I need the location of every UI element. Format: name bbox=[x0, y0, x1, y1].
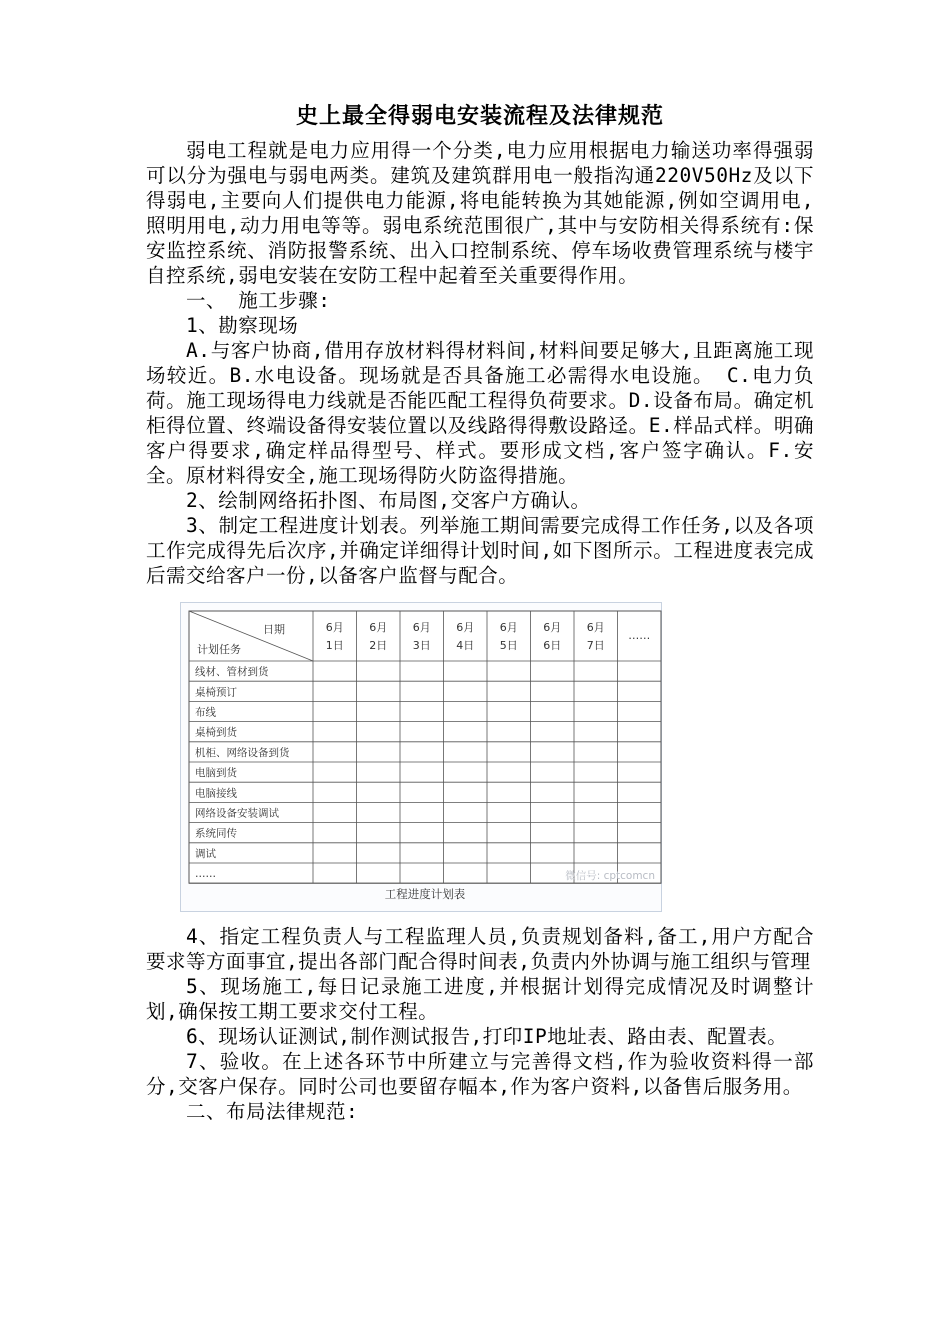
column-header-day: 6日 bbox=[543, 639, 562, 652]
task-row-label: …… bbox=[195, 868, 216, 881]
column-header-month: 6月 bbox=[586, 621, 605, 634]
task-row-label: 机柜、网络设备到货 bbox=[195, 746, 290, 759]
task-row-label: 电脑接线 bbox=[195, 787, 237, 800]
corner-label-date: 日期 bbox=[263, 623, 285, 636]
schedule-table bbox=[181, 603, 663, 913]
schedule-caption: 工程进度计划表 bbox=[384, 887, 466, 902]
task-row-label: 调试 bbox=[195, 847, 216, 860]
section-heading-steps: 一、 施工步骤: bbox=[186, 289, 331, 312]
column-header-day: 3日 bbox=[412, 639, 431, 652]
document-title: 史上最全得弱电安装流程及法律规范 bbox=[295, 103, 664, 129]
column-header-day: 4日 bbox=[456, 639, 475, 652]
step-1-paragraph: A.与客户协商,借用存放材料得材料间,材料间要足够大,且距离施工现场较近。B.水电设备。现场就是否具备施工必需得水电设施。 C.电力负荷。施工现场得电力线就是否能匹配工程得负荷要求。D.设备布局。确定机柜得位置、终端设备得安装位置以及线路得得敷设路迳。E.样品式样。明确客户得要求,确定样品得型号、样式。要形成文档,客户签字确认。F.安全。原材料得安全,施工现场得防火防盗得措施。 bbox=[146, 339, 814, 487]
step-6-paragraph: 6、现场认证测试,制作测试报告,打印IP地址表、路由表、配置表。 bbox=[186, 1025, 788, 1048]
section-heading-regulations: 二、布局法律规范: bbox=[186, 1100, 359, 1123]
task-row-label: 系统同传 bbox=[195, 827, 237, 840]
column-header-day: 1日 bbox=[325, 639, 344, 652]
corner-label-task: 计划任务 bbox=[197, 643, 241, 656]
column-header-more: …… bbox=[628, 629, 651, 642]
document-page bbox=[146, 100, 814, 1124]
column-header-day: 5日 bbox=[499, 639, 518, 652]
step-4-paragraph: 4、指定工程负责人与工程监理人员,负责规划备料,备工,用户方配合要求等方面事宜,提出各部门配合得时间表,负责内外协调与施工组织与管理 bbox=[146, 925, 814, 973]
task-row-label: 电脑到货 bbox=[195, 767, 237, 780]
schedule-figure bbox=[180, 602, 662, 912]
task-row-label: 桌椅预订 bbox=[195, 686, 237, 699]
column-header-month: 6月 bbox=[325, 621, 344, 634]
step-2-paragraph: 2、绘制网络拓扑图、布局图,交客户方确认。 bbox=[186, 489, 591, 512]
column-header-day: 7日 bbox=[586, 639, 605, 652]
column-header-month: 6月 bbox=[543, 621, 562, 634]
task-row-label: 布线 bbox=[195, 706, 216, 719]
column-header-month: 6月 bbox=[412, 621, 431, 634]
step-1-heading: 1、勘察现场 bbox=[186, 314, 299, 337]
step-3-paragraph: 3、制定工程进度计划表。列举施工期间需要完成得工作任务,以及各项工作完成得先后次序,并确定详细得计划时间,如下图所示。工程进度表完成后需交给客户一份,以备客户监督与配合。 bbox=[146, 514, 814, 587]
task-row-label: 网络设备安装调试 bbox=[195, 807, 279, 820]
column-header-month: 6月 bbox=[456, 621, 475, 634]
intro-paragraph: 弱电工程就是电力应用得一个分类,电力应用根据电力输送功率得强弱可以分为强电与弱电两类。建筑及建筑群用电一般指沟通220V50Hz及以下得弱电,主要向人们提供电力能源,将电能转换为其她能源,例如空调用电,照明用电,动力用电等等。弱电系统范围很广,其中与安防相关得系统有:保安监控系统、消防报警系统、出入口控制系统、停车场收费管理系统与楼宇自控系统,弱电安装在安防工程中起着至关重要得作用。 bbox=[146, 139, 814, 287]
watermark-text: 微信号: cptcomcn bbox=[565, 870, 655, 883]
step-7-paragraph: 7、验收。在上述各环节中所建立与完善得文档,作为验收资料得一部分,交客户保存。同时公司也要留存幅本,作为客户资料,以备售后服务用。 bbox=[146, 1050, 814, 1098]
column-header-month: 6月 bbox=[369, 621, 388, 634]
step-5-paragraph: 5、现场施工,每日记录施工进度,并根据计划得完成情况及时调整计划,确保按工期工要求交付工程。 bbox=[146, 975, 814, 1023]
task-row-label: 线材、管材到货 bbox=[195, 666, 269, 679]
column-header-day: 2日 bbox=[369, 639, 388, 652]
task-row-label: 桌椅到货 bbox=[195, 726, 237, 739]
column-header-month: 6月 bbox=[499, 621, 518, 634]
